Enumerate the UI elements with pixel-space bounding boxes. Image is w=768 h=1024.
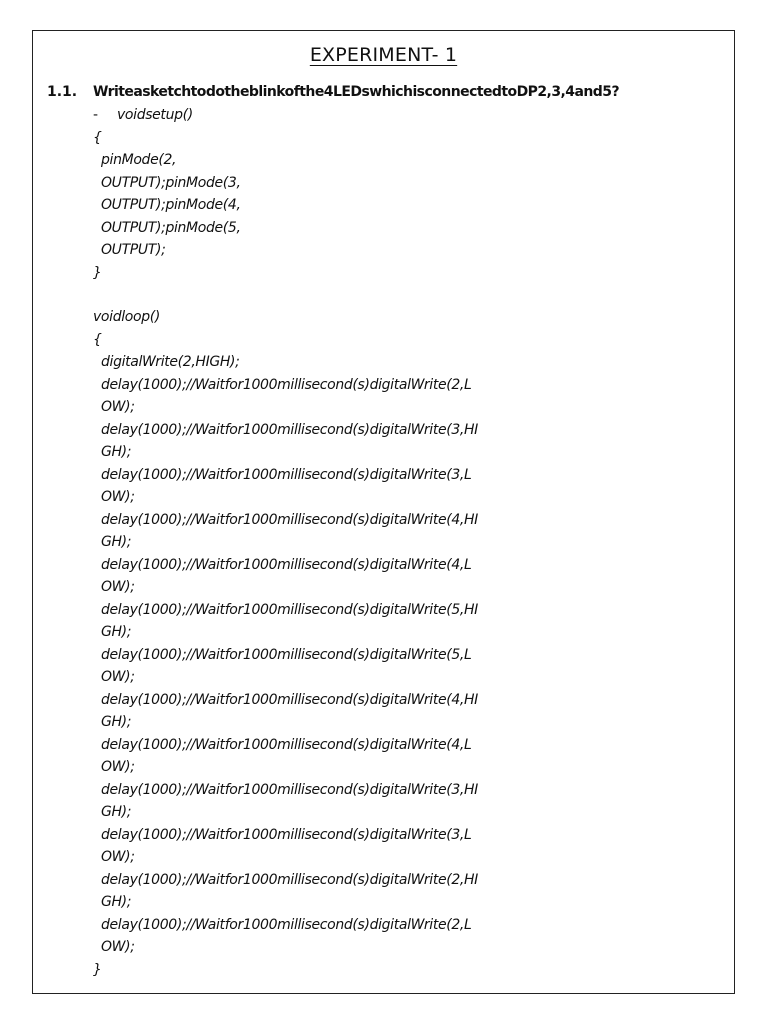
code-line: OUTPUT);: [101, 242, 166, 258]
code-line: delay(1000);//Waitfor1000millisecond(s)digitalWrite(3,L: [101, 826, 472, 843]
code-line: delay(1000);//Waitfor1000millisecond(s)digitalWrite(3,L: [101, 466, 472, 483]
question-text: Writeasketchtodotheblinkofthe4LEDswhichisconnectedtoDP2,3,4and5?: [93, 84, 620, 100]
code-line: delay(1000);//Waitfor1000millisecond(s)digitalWrite(2,L: [101, 916, 472, 933]
code-line: OUTPUT);pinMode(3,: [101, 174, 241, 191]
setup-signature: voidsetup(): [117, 107, 193, 123]
code-line: OW);: [101, 939, 135, 955]
code-line: OW);: [101, 759, 135, 775]
code-line: GH);: [101, 444, 132, 460]
code-line: OW);: [101, 849, 135, 865]
code-line: OUTPUT);pinMode(5,: [101, 219, 241, 236]
loop-body: [93, 351, 653, 959]
code-line: OUTPUT);pinMode(4,: [101, 197, 241, 213]
code-line: delay(1000);//Waitfor1000millisecond(s)digitalWrite(5,L: [101, 646, 472, 663]
code-line: GH);: [101, 714, 132, 730]
code-line: GH);: [101, 894, 132, 910]
setup-close-brace: }: [93, 264, 102, 281]
setup-open-brace: {: [93, 129, 102, 146]
code-listing: [93, 104, 653, 981]
code-line: delay(1000);//Waitfor1000millisecond(s)digitalWrite(4,HI: [101, 691, 478, 708]
setup-body: [93, 149, 653, 262]
experiment-title: EXPERIMENT- 1: [309, 44, 458, 66]
code-line: OW);: [101, 669, 135, 685]
code-line: delay(1000);//Waitfor1000millisecond(s)digitalWrite(5,HI: [101, 601, 478, 618]
code-line: digitalWrite(2,HIGH);: [101, 354, 240, 370]
code-line: OW);: [101, 579, 135, 595]
code-line: delay(1000);//Waitfor1000millisecond(s)digitalWrite(3,HI: [101, 421, 478, 438]
loop-signature: voidloop(): [93, 309, 160, 325]
code-line: GH);: [101, 804, 132, 820]
code-line: OW);: [101, 399, 135, 415]
code-line: delay(1000);//Waitfor1000millisecond(s)digitalWrite(3,HI: [101, 781, 478, 798]
document-page: [32, 30, 735, 994]
blank-line: [93, 284, 653, 306]
code-line: GH);: [101, 534, 132, 550]
code-line: delay(1000);//Waitfor1000millisecond(s)digitalWrite(4,L: [101, 736, 472, 753]
question-number: 1.1.: [47, 84, 78, 100]
bullet-dash: -: [93, 107, 98, 123]
code-line: delay(1000);//Waitfor1000millisecond(s)digitalWrite(2,HI: [101, 871, 478, 888]
code-line: pinMode(2,: [101, 152, 177, 168]
loop-open-brace: {: [93, 331, 102, 348]
code-line: delay(1000);//Waitfor1000millisecond(s)digitalWrite(2,L: [101, 376, 472, 393]
code-line: GH);: [101, 624, 132, 640]
code-line: delay(1000);//Waitfor1000millisecond(s)digitalWrite(4,HI: [101, 511, 478, 528]
setup-signature-line: [93, 104, 653, 127]
code-line: OW);: [101, 489, 135, 505]
loop-close-brace: }: [93, 961, 102, 978]
code-line: delay(1000);//Waitfor1000millisecond(s)digitalWrite(4,L: [101, 556, 472, 573]
